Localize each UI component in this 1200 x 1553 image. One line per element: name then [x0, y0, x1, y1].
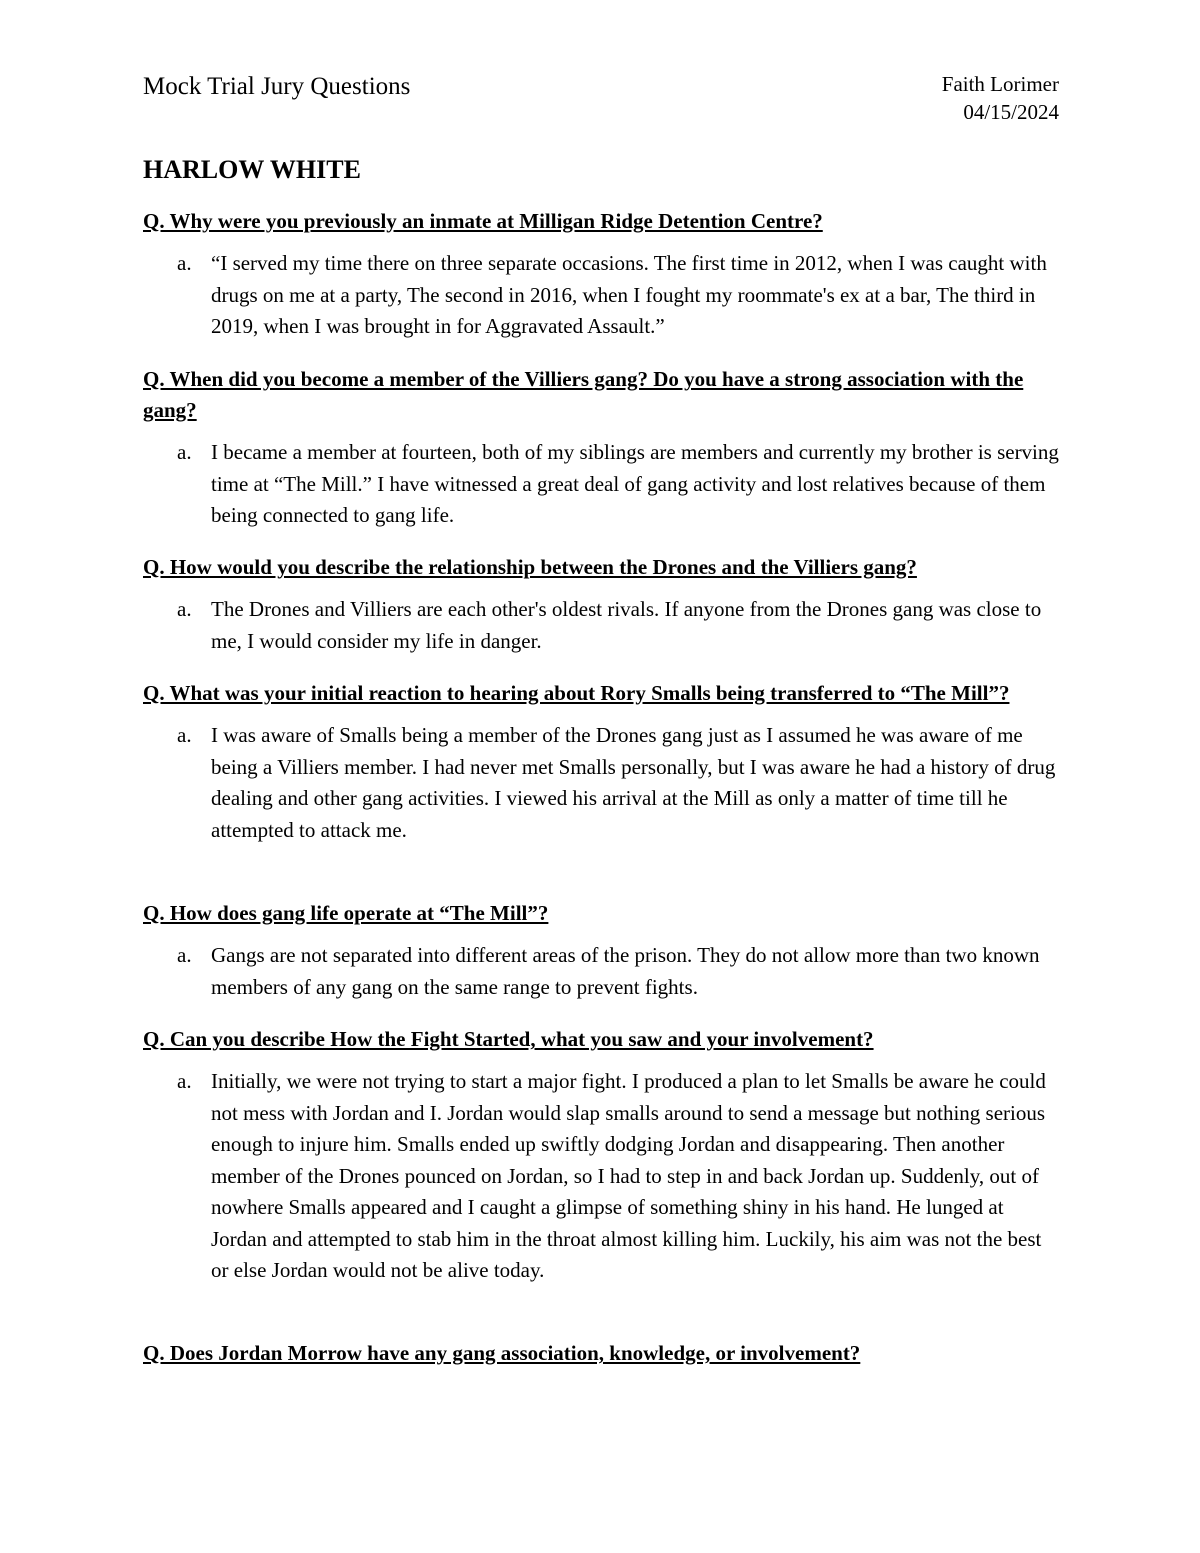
answer-item — [143, 248, 1063, 343]
answer-marker: a. — [177, 251, 192, 275]
answer-marker: a. — [177, 723, 192, 747]
question-text: Q. What was your initial reaction to hearing about Rory Smalls being transferred to “The Mill”? — [143, 681, 1010, 705]
question-text: Q. When did you become a member of the Villiers gang? Do you have a strong association with the gang? — [143, 367, 1024, 422]
document-date: 04/15/2024 — [963, 100, 1059, 124]
answer-item — [143, 720, 1063, 846]
answer-marker: a. — [177, 943, 192, 967]
answer-item — [143, 1066, 1063, 1287]
answer-marker: a. — [177, 1069, 192, 1093]
qa-item — [143, 1024, 1063, 1287]
answer-text: “I served my time there on three separate occasions. The first time in 2012, when I was caught with drugs on me at a party, The second in 2016, when I fought my roommate's ex at a bar, The third in 2019, when I was brought in for Aggravated Assault.” — [211, 251, 1047, 338]
answer-marker: a. — [177, 440, 192, 464]
qa-item — [143, 898, 1063, 1003]
answer-text: The Drones and Villiers are each other's oldest rivals. If anyone from the Drones gang was close to me, I would consider my life in danger. — [211, 597, 1042, 653]
question-text: Q. Does Jordan Morrow have any gang association, knowledge, or involvement? — [143, 1341, 861, 1365]
question-text: Q. Can you describe How the Fight Started, what you saw and your involvement? — [143, 1027, 874, 1051]
answer-text: Gangs are not separated into different areas of the prison. They do not allow more than two known members of any gang on the same range to prevent fights. — [211, 943, 1040, 999]
author-block — [942, 70, 1059, 126]
qa-item — [143, 206, 1063, 343]
answer-text: I became a member at fourteen, both of my siblings are members and currently my brother is serving time at “The Mill.” I have witnessed a great deal of gang activity and lost relatives because of them being connected to gang life. — [211, 440, 1059, 527]
qa-item — [143, 552, 1063, 657]
answer-item — [143, 594, 1063, 657]
answer-item — [143, 437, 1063, 532]
qa-item — [143, 364, 1063, 532]
author-name: Faith Lorimer — [941, 72, 1059, 96]
question-text: Q. Why were you previously an inmate at Milligan Ridge Detention Centre? — [143, 209, 823, 233]
document-title: Mock Trial Jury Questions — [143, 73, 411, 100]
question-text: Q. How does gang life operate at “The Mill”? — [143, 901, 549, 925]
answer-item — [143, 940, 1063, 1003]
answer-text: Initially, we were not trying to start a major fight. I produced a plan to let Smalls be aware he could not mess with Jordan and I. Jordan would slap smalls around to send a message but nothing serious enough to injure him. Smalls ended up swiftly dodging Jordan and disappearing. Then another member of the Drones pounced on Jordan, so I had to step in and back Jordan up. Suddenly, out of nowhere Smalls appeared and I caught a glimpse of something shiny in his hand. He lunged at Jordan and attempted to stab him in the throat almost killing him. Luckily, his aim was not the best or else Jordan would not be alive today. — [211, 1069, 1046, 1282]
qa-item — [143, 1338, 1063, 1369]
answer-marker: a. — [177, 597, 192, 621]
witness-name-heading: HARLOW WHITE — [143, 155, 361, 184]
question-text: Q. How would you describe the relationship between the Drones and the Villiers gang? — [143, 555, 917, 579]
answer-text: I was aware of Smalls being a member of the Drones gang just as I assumed he was aware of me being a Villiers member. I had never met Smalls personally, but I was aware he had a history of drug dealing and other gang activities. I viewed his arrival at the Mill as only a matter of time till he attempted to attack me. — [211, 723, 1056, 842]
qa-item — [143, 678, 1063, 846]
